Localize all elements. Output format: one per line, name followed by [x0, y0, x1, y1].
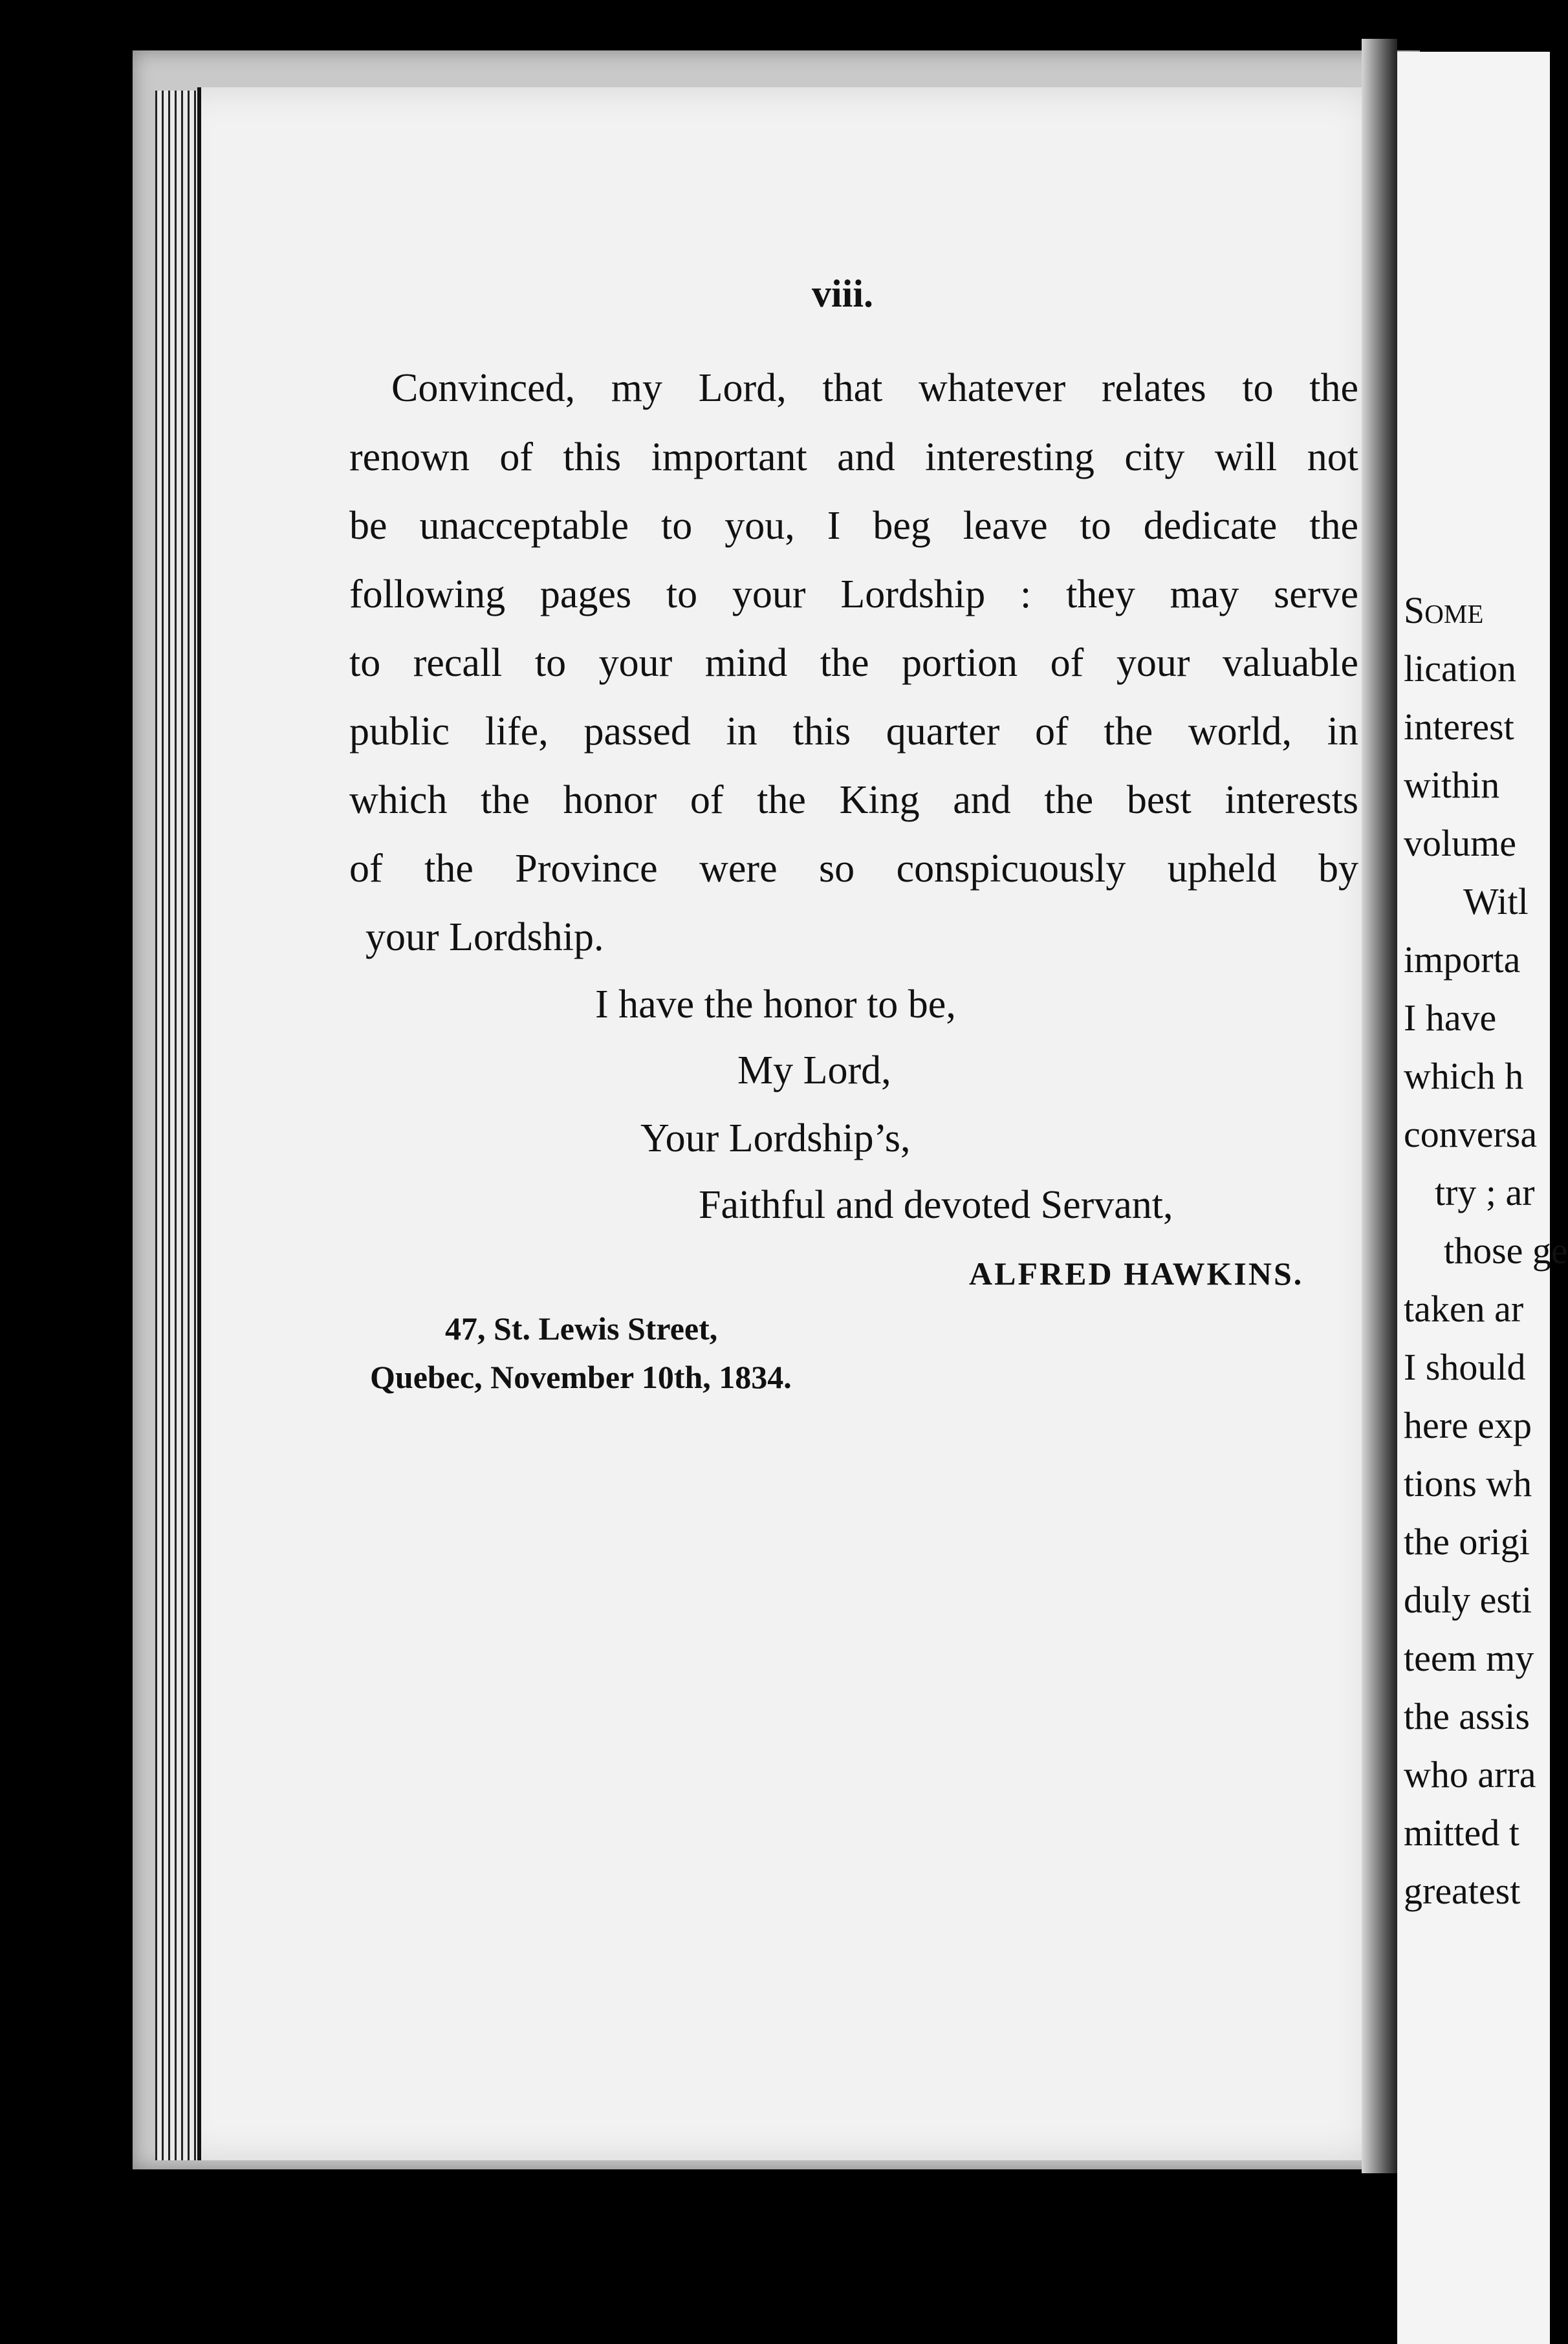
right-page-line: interest	[1404, 706, 1514, 748]
paragraph-line: following pages to your Lordship : they may serve	[349, 572, 1358, 616]
paragraph-last-line: your Lordship.	[365, 915, 604, 959]
closing-line: My Lord,	[737, 1048, 891, 1092]
closing-line: I have the honor to be,	[595, 982, 956, 1026]
paragraph-line: of the Province were so conspicuously upheld by	[349, 847, 1358, 891]
right-page-line: those ge	[1444, 1230, 1568, 1272]
right-page-line: which h	[1404, 1055, 1524, 1097]
right-page-line: greatest	[1404, 1870, 1521, 1912]
address-line: Quebec, November 10th, 1834.	[370, 1359, 792, 1395]
paragraph-line: Convinced, my Lord, that whatever relates to the	[391, 366, 1358, 410]
right-page-line: importa	[1404, 939, 1521, 981]
paragraph-line: to recall to your mind the portion of your valuable	[349, 641, 1358, 685]
right-page-line: tions wh	[1404, 1462, 1532, 1504]
book-gutter	[1362, 39, 1397, 2173]
right-page-line: the origi	[1404, 1521, 1530, 1563]
right-page-line: teem my	[1404, 1637, 1534, 1679]
signature: ALFRED HAWKINS.	[969, 1255, 1304, 1292]
paragraph-line: which the honor of the King and the best interests	[349, 778, 1358, 822]
right-page-line: conversa	[1404, 1113, 1538, 1155]
right-page-line: here exp	[1404, 1404, 1532, 1446]
page-edges	[155, 91, 201, 2160]
right-page-line: Witl	[1463, 880, 1529, 922]
right-page-line: I should	[1404, 1346, 1526, 1388]
right-page-line: within	[1404, 764, 1500, 806]
right-page-line: Some	[1404, 589, 1484, 631]
closing-line: Faithful and devoted Servant,	[699, 1183, 1173, 1227]
right-page-line: mitted t	[1404, 1812, 1519, 1854]
paragraph-line: renown of this important and interesting city will not	[349, 435, 1358, 479]
paragraph-line: be unacceptable to you, I beg leave to dedicate the	[349, 504, 1358, 548]
right-page-line: volume	[1404, 822, 1516, 864]
closing-line: Your Lordship’s,	[640, 1116, 911, 1160]
address-line: 47, St. Lewis Street,	[445, 1310, 718, 1347]
right-page-line: lication	[1404, 647, 1516, 689]
right-page-line: duly esti	[1404, 1579, 1532, 1621]
right-page-line: the assis	[1404, 1695, 1530, 1737]
right-page-line: I have	[1404, 997, 1497, 1039]
right-page-line: try ; ar	[1435, 1171, 1535, 1213]
page-number: viii.	[812, 272, 874, 315]
paragraph-line: public life, passed in this quarter of the world, in	[349, 710, 1358, 754]
right-page-line: taken ar	[1404, 1288, 1524, 1330]
show-through	[401, 983, 423, 1042]
right-page-line: who arra	[1404, 1753, 1536, 1796]
